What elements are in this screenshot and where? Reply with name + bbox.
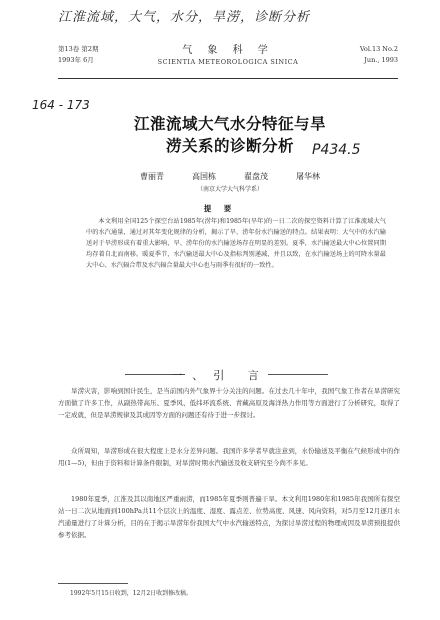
abstract-heading: 提 要 <box>203 204 237 213</box>
journal-title-cn: 气 象 科 学 <box>182 45 274 56</box>
author-affiliation: （南京大学大气科学系） <box>196 186 263 193</box>
author-name: 屠华林 <box>296 172 320 181</box>
section-rule-right <box>268 374 328 375</box>
footnote-rule <box>58 583 128 584</box>
body-paragraph: 1980年夏季，江淮及其以南地区严重雨涝，而1985年夏季则普遍干旱。本文利用1980年和1985年我国所有探空站一日二次从地面到100hPa共11个层次上的温度、湿度、露点差、位势高度、风速、风向资料，对5月至12月逐月水汽通量进行了计算分析，目的在于揭示旱涝年份我国大气中水汽输送特点，为探讨旱涝过程的物理成因及旱涝预报提供参考依据。 <box>58 495 400 539</box>
paper-title-line-1: 江淮流域大气水分特征与旱 <box>133 114 326 133</box>
author-name: 翟盘茂 <box>244 172 268 181</box>
paper-title-line-2: 涝关系的诊断分析 <box>165 136 294 155</box>
handwritten-page-range: 164 - 173 <box>32 98 90 112</box>
publication-date: Jun., 1993 <box>364 56 398 64</box>
abstract-text: 本文利用全国125个探空台站1985年(涝年)和1985年(旱年)的一日二次的探空资料计算了江淮流域大气中的水汽通量，通过对其年变化规律的分析，揭示了旱、涝年份水汽输送的特点。结果表明：大气中的水汽输送对于旱涝形成有着重大影响，旱、涝年份的水汽输送场存在明显的差别。夏季，水汽输送最大中心位置同期均存着自北而南移。暖夏季节，水汽输送最大中心及指标判别递减，并且以致，在水汽输送场上的可降水量最大中心、水汽辐合带及水汽辐合量最大中心也与雨季有很好的一致性。 <box>86 218 386 269</box>
volume-number: Vol.13 No.2 <box>359 45 398 53</box>
volume-issue-block <box>58 44 98 66</box>
journal-title-en: SCIENTIA METEOROLOGICA SINICA <box>157 58 299 66</box>
received-date-footnote: 1992年5月15日收到，12月2日收到修改稿。 <box>70 590 193 597</box>
journal-title-block <box>143 44 313 67</box>
author-list <box>140 171 320 182</box>
author-name: 曹丽青 <box>140 172 164 181</box>
section-heading-introduction: 一、引 言 <box>171 369 269 382</box>
handwritten-class-number: P434.5 <box>312 142 361 158</box>
volume-issue: 第13卷 第2期 <box>58 45 99 53</box>
journal-header <box>58 44 398 79</box>
issue-date: 1993年 6月 <box>58 56 94 64</box>
body-paragraph: 众所周知，旱涝形成在很大程度上是水分差异问题。我国许多学者早就注意到，水份输送及平衡在气候形成中的作用(1—5)，但由于资料和计算条件限制，对旱涝时期水汽输送及收支研究至今尚不多见。 <box>58 447 400 467</box>
author-name: 高国栋 <box>192 172 216 181</box>
handwritten-keywords: 江淮流域，大气，水分，旱涝，诊断分析 <box>58 10 311 25</box>
body-paragraph: 旱涝灾害，影响到国计民生，是当前国内外气象界十分关注的问题。在过去几十年中，我国气象工作者在旱涝研究方面做了许多工作，从副热带高压、夏季风、低纬环流系统、青藏高原及海洋热力作用等方面进行了分析研究，取得了一定成就，但是旱涝规律及其成因等方面的问题还有待于进一步探讨。 <box>58 387 400 419</box>
volume-number-block <box>360 44 398 66</box>
